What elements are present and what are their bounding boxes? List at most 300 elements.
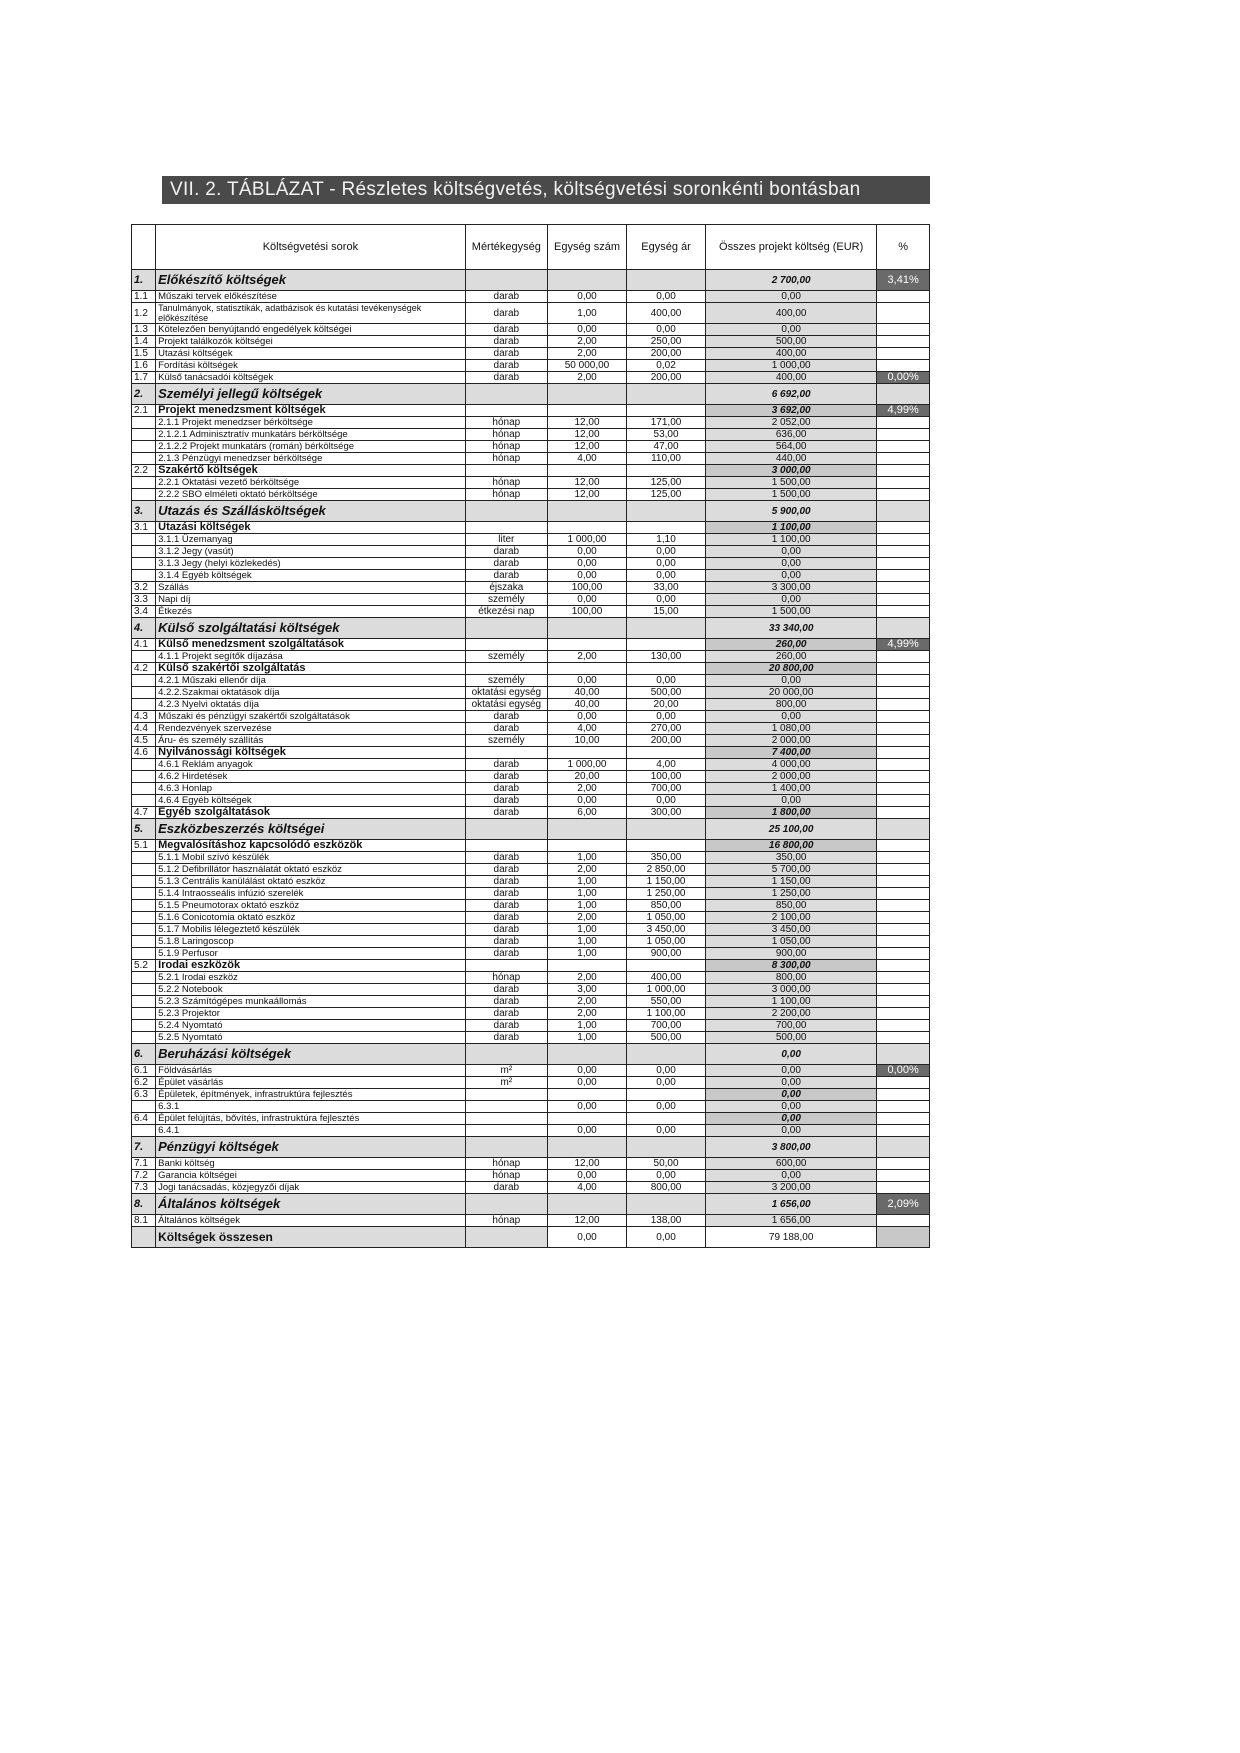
row-number	[132, 783, 156, 795]
row-unit-price: 1 050,00	[627, 936, 706, 948]
row-total: 3 000,00	[706, 465, 877, 477]
row-unit	[465, 747, 547, 759]
row-total: 636,00	[706, 429, 877, 441]
row-number: 4.5	[132, 735, 156, 747]
header-budget-lines: Költségvetési sorok	[156, 225, 466, 270]
row-percent	[877, 948, 930, 960]
row-unit: darab	[465, 324, 547, 336]
row-total: 0,00	[706, 711, 877, 723]
row-percent	[877, 1008, 930, 1020]
row-label: 2.2.2 SBO elméleti oktató bérköltsége	[156, 489, 466, 501]
row-total: 0,00	[706, 1089, 877, 1101]
row-number: 3.	[132, 501, 156, 522]
row-unit	[465, 639, 547, 651]
row-unit-price: 0,00	[627, 558, 706, 570]
row-total: 1 500,00	[706, 606, 877, 618]
row-unit-price: 850,00	[627, 900, 706, 912]
table-row	[132, 291, 930, 303]
row-percent	[877, 888, 930, 900]
row-total: 8 300,00	[706, 960, 877, 972]
row-unit	[465, 270, 547, 291]
table-row	[132, 405, 930, 417]
row-number	[132, 900, 156, 912]
row-quantity	[547, 384, 626, 405]
table-row	[132, 489, 930, 501]
row-quantity: 0,00	[547, 675, 626, 687]
row-total: 1 100,00	[706, 996, 877, 1008]
table-row	[132, 534, 930, 546]
row-label: 5.2.2 Notebook	[156, 984, 466, 996]
row-percent	[877, 663, 930, 675]
row-unit-price: 15,00	[627, 606, 706, 618]
row-percent: 0,00%	[877, 1065, 930, 1077]
row-unit-price: 20,00	[627, 699, 706, 711]
row-quantity: 1,00	[547, 876, 626, 888]
row-unit-price: 130,00	[627, 651, 706, 663]
row-percent: 0,00%	[877, 372, 930, 384]
table-row	[132, 819, 930, 840]
row-total: 0,00	[706, 1065, 877, 1077]
row-number: 1.	[132, 270, 156, 291]
table-row	[132, 852, 930, 864]
row-label: Előkészítő költségek	[156, 270, 466, 291]
row-unit: darab	[465, 996, 547, 1008]
table-row	[132, 783, 930, 795]
row-total: 260,00	[706, 651, 877, 663]
row-label: 4.2.2.Szakmai oktatások díja	[156, 687, 466, 699]
row-label: 5.1.7 Mobilis lélegeztető készülék	[156, 924, 466, 936]
budget-table	[131, 224, 930, 1248]
row-unit: darab	[465, 303, 547, 324]
total-quantity: 0,00	[547, 1227, 626, 1248]
row-label: 5.1.9 Perfusor	[156, 948, 466, 960]
row-total: 5 900,00	[706, 501, 877, 522]
row-unit-price	[627, 270, 706, 291]
row-unit	[465, 405, 547, 417]
table-row	[132, 324, 930, 336]
row-unit: darab	[465, 924, 547, 936]
row-total: 500,00	[706, 336, 877, 348]
row-percent	[877, 534, 930, 546]
row-unit-price: 125,00	[627, 477, 706, 489]
row-quantity: 4,00	[547, 723, 626, 735]
row-unit-price	[627, 639, 706, 651]
total-cost: 79 188,00	[706, 1227, 877, 1248]
row-number	[132, 558, 156, 570]
row-quantity: 2,00	[547, 864, 626, 876]
row-total: 0,00	[706, 1077, 877, 1089]
row-quantity: 1,00	[547, 888, 626, 900]
row-number	[132, 441, 156, 453]
row-label: Külső tanácsadói költségek	[156, 372, 466, 384]
row-quantity	[547, 840, 626, 852]
row-label: 4.1.1 Projekt segítők díjazása	[156, 651, 466, 663]
row-total: 2 100,00	[706, 912, 877, 924]
row-unit: darab	[465, 711, 547, 723]
row-total: 3 000,00	[706, 984, 877, 996]
row-unit-price	[627, 618, 706, 639]
row-unit-price: 2 850,00	[627, 864, 706, 876]
row-number: 5.2	[132, 960, 156, 972]
row-number: 1.3	[132, 324, 156, 336]
row-total: 0,00	[706, 546, 877, 558]
row-unit: darab	[465, 1182, 547, 1194]
row-unit-price	[627, 960, 706, 972]
row-number: 3.4	[132, 606, 156, 618]
row-number: 1.1	[132, 291, 156, 303]
row-quantity: 2,00	[547, 783, 626, 795]
row-number: 7.	[132, 1137, 156, 1158]
row-unit: darab	[465, 783, 547, 795]
row-unit: hónap	[465, 489, 547, 501]
row-total: 25 100,00	[706, 819, 877, 840]
row-unit: darab	[465, 570, 547, 582]
table-row	[132, 336, 930, 348]
table-row	[132, 465, 930, 477]
row-quantity: 1,00	[547, 1032, 626, 1044]
table-row	[132, 1077, 930, 1089]
row-percent	[877, 1113, 930, 1125]
row-label: 5.1.1 Mobil szívó készülék	[156, 852, 466, 864]
row-percent	[877, 606, 930, 618]
row-total: 400,00	[706, 303, 877, 324]
row-unit: hónap	[465, 477, 547, 489]
row-quantity: 12,00	[547, 1158, 626, 1170]
row-unit-price: 0,00	[627, 795, 706, 807]
row-unit-price: 0,00	[627, 1077, 706, 1089]
row-number	[132, 429, 156, 441]
row-percent	[877, 501, 930, 522]
row-number: 3.1	[132, 522, 156, 534]
table-row	[132, 618, 930, 639]
row-label: 5.2.1 Irodai eszköz	[156, 972, 466, 984]
row-label: Épület felújítás, bővítés, infrastruktúra fejlesztés	[156, 1113, 466, 1125]
row-label: Földvásárlás	[156, 1065, 466, 1077]
row-total: 3 692,00	[706, 405, 877, 417]
row-quantity: 2,00	[547, 372, 626, 384]
row-label: Általános költségek	[156, 1194, 466, 1215]
row-label: Projekt találkozók költségei	[156, 336, 466, 348]
row-total: 3 300,00	[706, 582, 877, 594]
row-unit: oktatási egység	[465, 687, 547, 699]
row-quantity: 2,00	[547, 1008, 626, 1020]
row-percent	[877, 984, 930, 996]
row-number: 4.2	[132, 663, 156, 675]
row-number: 1.4	[132, 336, 156, 348]
row-unit-price: 1 050,00	[627, 912, 706, 924]
row-number	[132, 1101, 156, 1113]
table-row	[132, 651, 930, 663]
row-label: Irodai eszközök	[156, 960, 466, 972]
row-unit: darab	[465, 1032, 547, 1044]
row-unit-price	[627, 1113, 706, 1125]
row-quantity: 12,00	[547, 1215, 626, 1227]
row-total: 1 500,00	[706, 477, 877, 489]
row-percent	[877, 465, 930, 477]
table-row	[132, 1020, 930, 1032]
row-quantity: 0,00	[547, 711, 626, 723]
row-label: 6.4.1	[156, 1125, 466, 1137]
row-unit: darab	[465, 360, 547, 372]
row-quantity: 100,00	[547, 606, 626, 618]
row-percent: 2,09%	[877, 1194, 930, 1215]
row-unit-price: 0,00	[627, 546, 706, 558]
row-unit: darab	[465, 1008, 547, 1020]
row-label: 5.2.3 Projektor	[156, 1008, 466, 1020]
table-row	[132, 996, 930, 1008]
row-number: 6.4	[132, 1113, 156, 1125]
row-label: Étkezés	[156, 606, 466, 618]
row-unit: darab	[465, 948, 547, 960]
header-unit: Mértékegység	[465, 225, 547, 270]
row-quantity: 4,00	[547, 1182, 626, 1194]
row-unit-price: 300,00	[627, 807, 706, 819]
row-total: 0,00	[706, 1101, 877, 1113]
header-number	[132, 225, 156, 270]
row-total: 700,00	[706, 1020, 877, 1032]
row-quantity	[547, 1113, 626, 1125]
row-percent: 4,99%	[877, 639, 930, 651]
row-label: Általános költségek	[156, 1215, 466, 1227]
row-number	[132, 852, 156, 864]
row-unit: darab	[465, 372, 547, 384]
row-label: Utazás és Szállásköltségek	[156, 501, 466, 522]
row-percent: 4,99%	[877, 405, 930, 417]
row-total: 1 000,00	[706, 360, 877, 372]
row-total: 1 050,00	[706, 936, 877, 948]
row-quantity	[547, 1194, 626, 1215]
row-label: Szakértő költségek	[156, 465, 466, 477]
row-percent	[877, 384, 930, 405]
row-quantity: 0,00	[547, 291, 626, 303]
row-total: 2 700,00	[706, 270, 877, 291]
row-unit-price: 1 250,00	[627, 888, 706, 900]
row-percent	[877, 960, 930, 972]
row-number	[132, 924, 156, 936]
row-unit: személy	[465, 675, 547, 687]
row-quantity: 1,00	[547, 948, 626, 960]
row-unit: darab	[465, 852, 547, 864]
row-quantity: 2,00	[547, 336, 626, 348]
row-label: 5.1.8 Laringoscop	[156, 936, 466, 948]
table-row	[132, 594, 930, 606]
row-label: Műszaki és pénzügyi szakértői szolgáltatások	[156, 711, 466, 723]
row-number: 4.6	[132, 747, 156, 759]
row-quantity	[547, 1044, 626, 1065]
row-label: Utazási költségek	[156, 348, 466, 360]
row-total: 1 500,00	[706, 489, 877, 501]
row-number	[132, 534, 156, 546]
row-unit: darab	[465, 558, 547, 570]
row-quantity: 100,00	[547, 582, 626, 594]
row-unit: m²	[465, 1077, 547, 1089]
row-total: 900,00	[706, 948, 877, 960]
row-unit-price: 0,00	[627, 594, 706, 606]
total-number-cell	[132, 1227, 156, 1248]
row-quantity	[547, 819, 626, 840]
row-unit-price: 400,00	[627, 972, 706, 984]
table-row	[132, 900, 930, 912]
row-unit-price: 0,00	[627, 1065, 706, 1077]
row-unit: darab	[465, 336, 547, 348]
row-label: 3.1.4 Egyéb költségek	[156, 570, 466, 582]
row-quantity	[547, 618, 626, 639]
row-unit-price: 47,00	[627, 441, 706, 453]
table-title: VII. 2. TÁBLÁZAT - Részletes költségvetés, költségvetési soronkénti bontásban	[162, 176, 930, 204]
row-unit-price: 250,00	[627, 336, 706, 348]
row-quantity: 40,00	[547, 699, 626, 711]
row-label: 4.2.3 Nyelvi oktatás díja	[156, 699, 466, 711]
row-number: 3.3	[132, 594, 156, 606]
row-label: 5.1.3 Centrális kanülálást oktató eszköz	[156, 876, 466, 888]
table-row	[132, 1215, 930, 1227]
table-row	[132, 303, 930, 324]
row-unit-price: 1,10	[627, 534, 706, 546]
row-total: 1 080,00	[706, 723, 877, 735]
row-label: 6.3.1	[156, 1101, 466, 1113]
row-unit: hónap	[465, 441, 547, 453]
table-row	[132, 663, 930, 675]
row-quantity: 2,00	[547, 348, 626, 360]
row-percent	[877, 582, 930, 594]
row-label: Műszaki tervek előkészítése	[156, 291, 466, 303]
table-row	[132, 1113, 930, 1125]
row-total: 2 200,00	[706, 1008, 877, 1020]
header-quantity: Egység szám	[547, 225, 626, 270]
row-unit-price: 900,00	[627, 948, 706, 960]
row-number	[132, 759, 156, 771]
row-number: 8.1	[132, 1215, 156, 1227]
table-row	[132, 606, 930, 618]
row-total: 500,00	[706, 1032, 877, 1044]
header-unit-price: Egység ár	[627, 225, 706, 270]
row-unit-price	[627, 663, 706, 675]
row-unit-price: 0,00	[627, 1101, 706, 1113]
row-label: Tanulmányok, statisztikák, adatbázisok és kutatási tevékenységek előkészítése	[156, 303, 466, 324]
row-label: 2.2.1 Oktatási vezető bérköltsége	[156, 477, 466, 489]
table-row	[132, 924, 930, 936]
row-number	[132, 771, 156, 783]
table-row	[132, 840, 930, 852]
row-number	[132, 912, 156, 924]
row-unit: darab	[465, 546, 547, 558]
row-label: Utazási költségek	[156, 522, 466, 534]
row-unit: darab	[465, 759, 547, 771]
row-label: 5.1.6 Conicotomia oktató eszköz	[156, 912, 466, 924]
table-row	[132, 1158, 930, 1170]
row-unit-price: 1 000,00	[627, 984, 706, 996]
row-number	[132, 996, 156, 1008]
table-row	[132, 771, 930, 783]
table-row	[132, 795, 930, 807]
row-unit: darab	[465, 795, 547, 807]
row-quantity: 3,00	[547, 984, 626, 996]
row-quantity: 0,00	[547, 594, 626, 606]
row-percent	[877, 996, 930, 1008]
row-percent	[877, 1182, 930, 1194]
row-unit	[465, 1044, 547, 1065]
row-label: Napi díj	[156, 594, 466, 606]
row-number	[132, 675, 156, 687]
row-number: 6.3	[132, 1089, 156, 1101]
table-row	[132, 876, 930, 888]
row-total: 5 700,00	[706, 864, 877, 876]
row-label: 5.1.2 Defibrillátor használatát oktató eszköz	[156, 864, 466, 876]
row-percent	[877, 972, 930, 984]
row-percent	[877, 1101, 930, 1113]
row-label: 4.6.2 Hirdetések	[156, 771, 466, 783]
row-percent	[877, 876, 930, 888]
row-number	[132, 546, 156, 558]
row-label: 4.6.4 Egyéb költségek	[156, 795, 466, 807]
row-number: 2.	[132, 384, 156, 405]
row-unit: darab	[465, 291, 547, 303]
table-row	[132, 912, 930, 924]
row-label: 3.1.3 Jegy (helyi közlekedés)	[156, 558, 466, 570]
row-number: 5.1	[132, 840, 156, 852]
row-total: 0,00	[706, 558, 877, 570]
row-percent	[877, 489, 930, 501]
row-quantity: 40,00	[547, 687, 626, 699]
row-number: 3.2	[132, 582, 156, 594]
row-percent	[877, 546, 930, 558]
row-quantity: 0,00	[547, 558, 626, 570]
table-row	[132, 1125, 930, 1137]
row-label: 4.6.3 Honlap	[156, 783, 466, 795]
row-total: 800,00	[706, 972, 877, 984]
table-row	[132, 372, 930, 384]
row-label: 3.1.2 Jegy (vasút)	[156, 546, 466, 558]
row-unit-price	[627, 1137, 706, 1158]
row-percent	[877, 783, 930, 795]
row-percent	[877, 441, 930, 453]
total-unit-price: 0,00	[627, 1227, 706, 1248]
row-number	[132, 453, 156, 465]
row-total: 20 800,00	[706, 663, 877, 675]
row-percent	[877, 1215, 930, 1227]
row-quantity	[547, 1089, 626, 1101]
row-total: 1 100,00	[706, 522, 877, 534]
row-percent	[877, 1020, 930, 1032]
row-total: 260,00	[706, 639, 877, 651]
row-unit-price: 4,00	[627, 759, 706, 771]
row-unit: hónap	[465, 1158, 547, 1170]
row-unit-price: 0,00	[627, 1125, 706, 1137]
row-unit-price: 0,00	[627, 291, 706, 303]
table-row	[132, 348, 930, 360]
row-label: Külső szolgáltatási költségek	[156, 618, 466, 639]
row-percent	[877, 324, 930, 336]
row-unit: darab	[465, 348, 547, 360]
row-percent	[877, 477, 930, 489]
row-unit: étkezési nap	[465, 606, 547, 618]
row-percent	[877, 675, 930, 687]
row-total: 1 656,00	[706, 1194, 877, 1215]
row-label: 5.1.5 Pneumotorax oktató eszköz	[156, 900, 466, 912]
row-quantity	[547, 465, 626, 477]
row-label: 5.2.3 Számítógépes munkaállomás	[156, 996, 466, 1008]
row-total: 0,00	[706, 1044, 877, 1065]
row-percent	[877, 1158, 930, 1170]
header-percent: %	[877, 225, 930, 270]
row-quantity: 10,00	[547, 735, 626, 747]
row-percent	[877, 807, 930, 819]
row-number	[132, 1032, 156, 1044]
row-percent	[877, 771, 930, 783]
row-total: 0,00	[706, 291, 877, 303]
row-total: 0,00	[706, 594, 877, 606]
row-number: 1.6	[132, 360, 156, 372]
